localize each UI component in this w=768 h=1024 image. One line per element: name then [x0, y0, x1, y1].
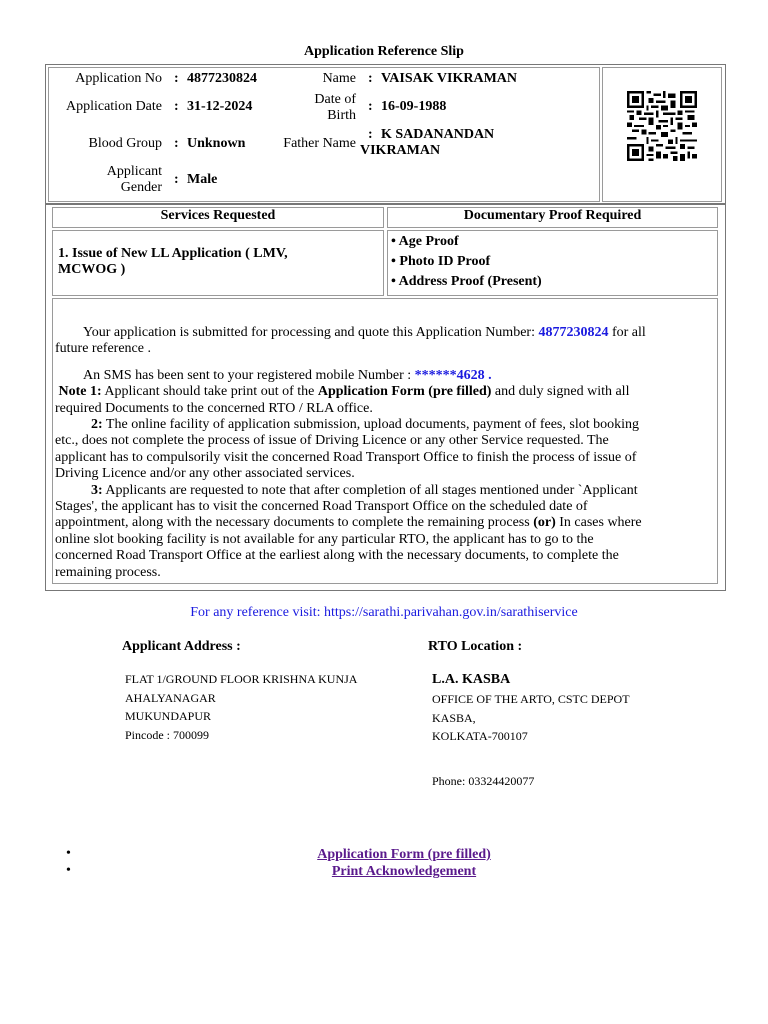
note-text: concerned Road Transport Office at the earliest along with the necessary documents, to complete the [55, 548, 619, 564]
note-text: In cases where [559, 515, 642, 531]
print-acknowledgement-link[interactable]: Print Acknowledgement [331, 864, 477, 879]
bullet: • [66, 863, 71, 878]
link-row [0, 845, 768, 863]
application-form-link[interactable]: Application Form (pre filled) [317, 847, 491, 862]
note-text: Driving Licence and/or any other associated services. [55, 466, 355, 482]
bullet: • [66, 846, 71, 861]
blood-group-value: Unknown [187, 136, 246, 151]
services-requested-header: Services Requested [160, 208, 276, 223]
application-no-value: 4877230824 [187, 71, 257, 86]
note-line [55, 515, 713, 531]
note-2-label: 2: [91, 417, 103, 433]
note-3-label: 3: [91, 482, 103, 498]
note-3 [55, 483, 713, 499]
dob-colon: : [368, 99, 373, 114]
documentary-proof-header: Documentary Proof Required [463, 208, 642, 223]
note-2 [55, 417, 713, 433]
application-number-highlight: 4877230824 [538, 325, 609, 340]
rto-address-block [432, 690, 630, 746]
notice-text: future reference . [55, 341, 151, 357]
note-text: Applicant should take print out of the [104, 384, 315, 400]
doc-item: • Address Proof (Present) [391, 274, 542, 289]
blood-group-label: Blood Group [88, 136, 162, 151]
note-text: etc., does not complete the process of issue of Driving Licence or any other Service requested. The [55, 433, 609, 449]
note-text-bold: Application Form (pre filled) [317, 384, 492, 400]
father-name-line2: VIKRAMAN [360, 143, 441, 158]
rto-address-line: OFFICE OF THE ARTO, CSTC DEPOT [432, 692, 630, 706]
gender-label-line1: Applicant [106, 164, 162, 179]
notice-line [55, 325, 713, 341]
note-text: required Documents to the concerned RTO / RLA office. [55, 400, 373, 416]
name-value: VAISAK VIKRAMAN [381, 71, 518, 86]
note-text: and duly signed with all [494, 384, 630, 400]
doc-item: • Age Proof [391, 234, 459, 249]
address-line: MUKUNDAPUR [125, 709, 212, 723]
father-name-colon: : [368, 127, 373, 142]
application-date-label: Application Date [65, 99, 162, 114]
application-no-label: Application No [75, 71, 162, 86]
mobile-number-masked: ******4628 . [414, 367, 492, 383]
gender-value: Male [187, 172, 218, 187]
gender-colon: : [174, 172, 179, 187]
father-name-label: Father Name [283, 136, 356, 151]
notice-text: for all [611, 325, 646, 340]
note-text: remaining process. [55, 564, 161, 580]
note-1-label: Note 1: [58, 384, 102, 400]
notice-paragraph [55, 325, 713, 581]
doc-item: • Photo ID Proof [391, 254, 491, 269]
sms-line [55, 368, 713, 384]
reference-link[interactable]: For any reference visit: https://sarathi.parivahan.gov.in/sarathiservice [190, 605, 578, 620]
dob-value: 16-09-1988 [381, 99, 447, 114]
note-text: Stages', the applicant has to visit the concerned Road Transport Office on the scheduled date of [55, 499, 588, 515]
note-text: applicant has to compulsorily visit the concerned Road Transport Office to finish the process of issue of [55, 449, 637, 465]
gender-label-line2: Gender [120, 180, 162, 195]
note-text: Applicants are requested to note that after completion of all stages mentioned under `Applicant [105, 482, 638, 498]
note-text-bold: (or) [533, 515, 556, 531]
application-date-value: 31-12-2024 [187, 99, 253, 114]
note-text: The online facility of application submission, upload documents, payment of fees, slot booking [105, 417, 639, 433]
application-no-colon: : [174, 71, 179, 86]
address-line: AHALYANAGAR [125, 690, 216, 705]
note-1 [55, 384, 713, 400]
father-name-line1: K SADANANDAN [381, 127, 495, 142]
qr-code [627, 91, 697, 161]
link-row [0, 862, 768, 880]
page-title: Application Reference Slip [304, 44, 464, 59]
note-text: appointment, along with the necessary documents to complete the remaining process [55, 515, 530, 531]
note-text: online slot booking facility is not available for any particular RTO, the applicant has to go to the [55, 531, 594, 547]
name-colon: : [368, 71, 373, 86]
rto-phone: Phone: 03324420077 [432, 774, 535, 788]
dob-label-line2: Birth [327, 108, 356, 123]
application-date-colon: : [174, 99, 179, 114]
rto-name: L.A. KASBA [432, 672, 511, 687]
rto-location-heading: RTO Location : [428, 639, 523, 654]
service-item-line2: MCWOG ) [58, 262, 126, 277]
notice-text: Your application is submitted for processing and quote this Application Number: [83, 325, 535, 340]
rto-address-line: KASBA, [432, 710, 476, 725]
address-line: FLAT 1/GROUND FLOOR KRISHNA KUNJA [125, 672, 358, 686]
service-item-line1: 1. Issue of New LL Application ( LMV, [58, 246, 288, 261]
pincode: Pincode : 700099 [125, 727, 209, 742]
name-label: Name [322, 71, 356, 86]
sms-text: An SMS has been sent to your registered mobile Number : [83, 367, 412, 383]
dob-label-line1: Date of [314, 92, 356, 107]
applicant-address-block [125, 670, 357, 744]
rto-address-line: KOLKATA-700107 [432, 729, 528, 743]
blood-group-colon: : [174, 136, 179, 151]
applicant-address-heading: Applicant Address : [122, 639, 241, 654]
